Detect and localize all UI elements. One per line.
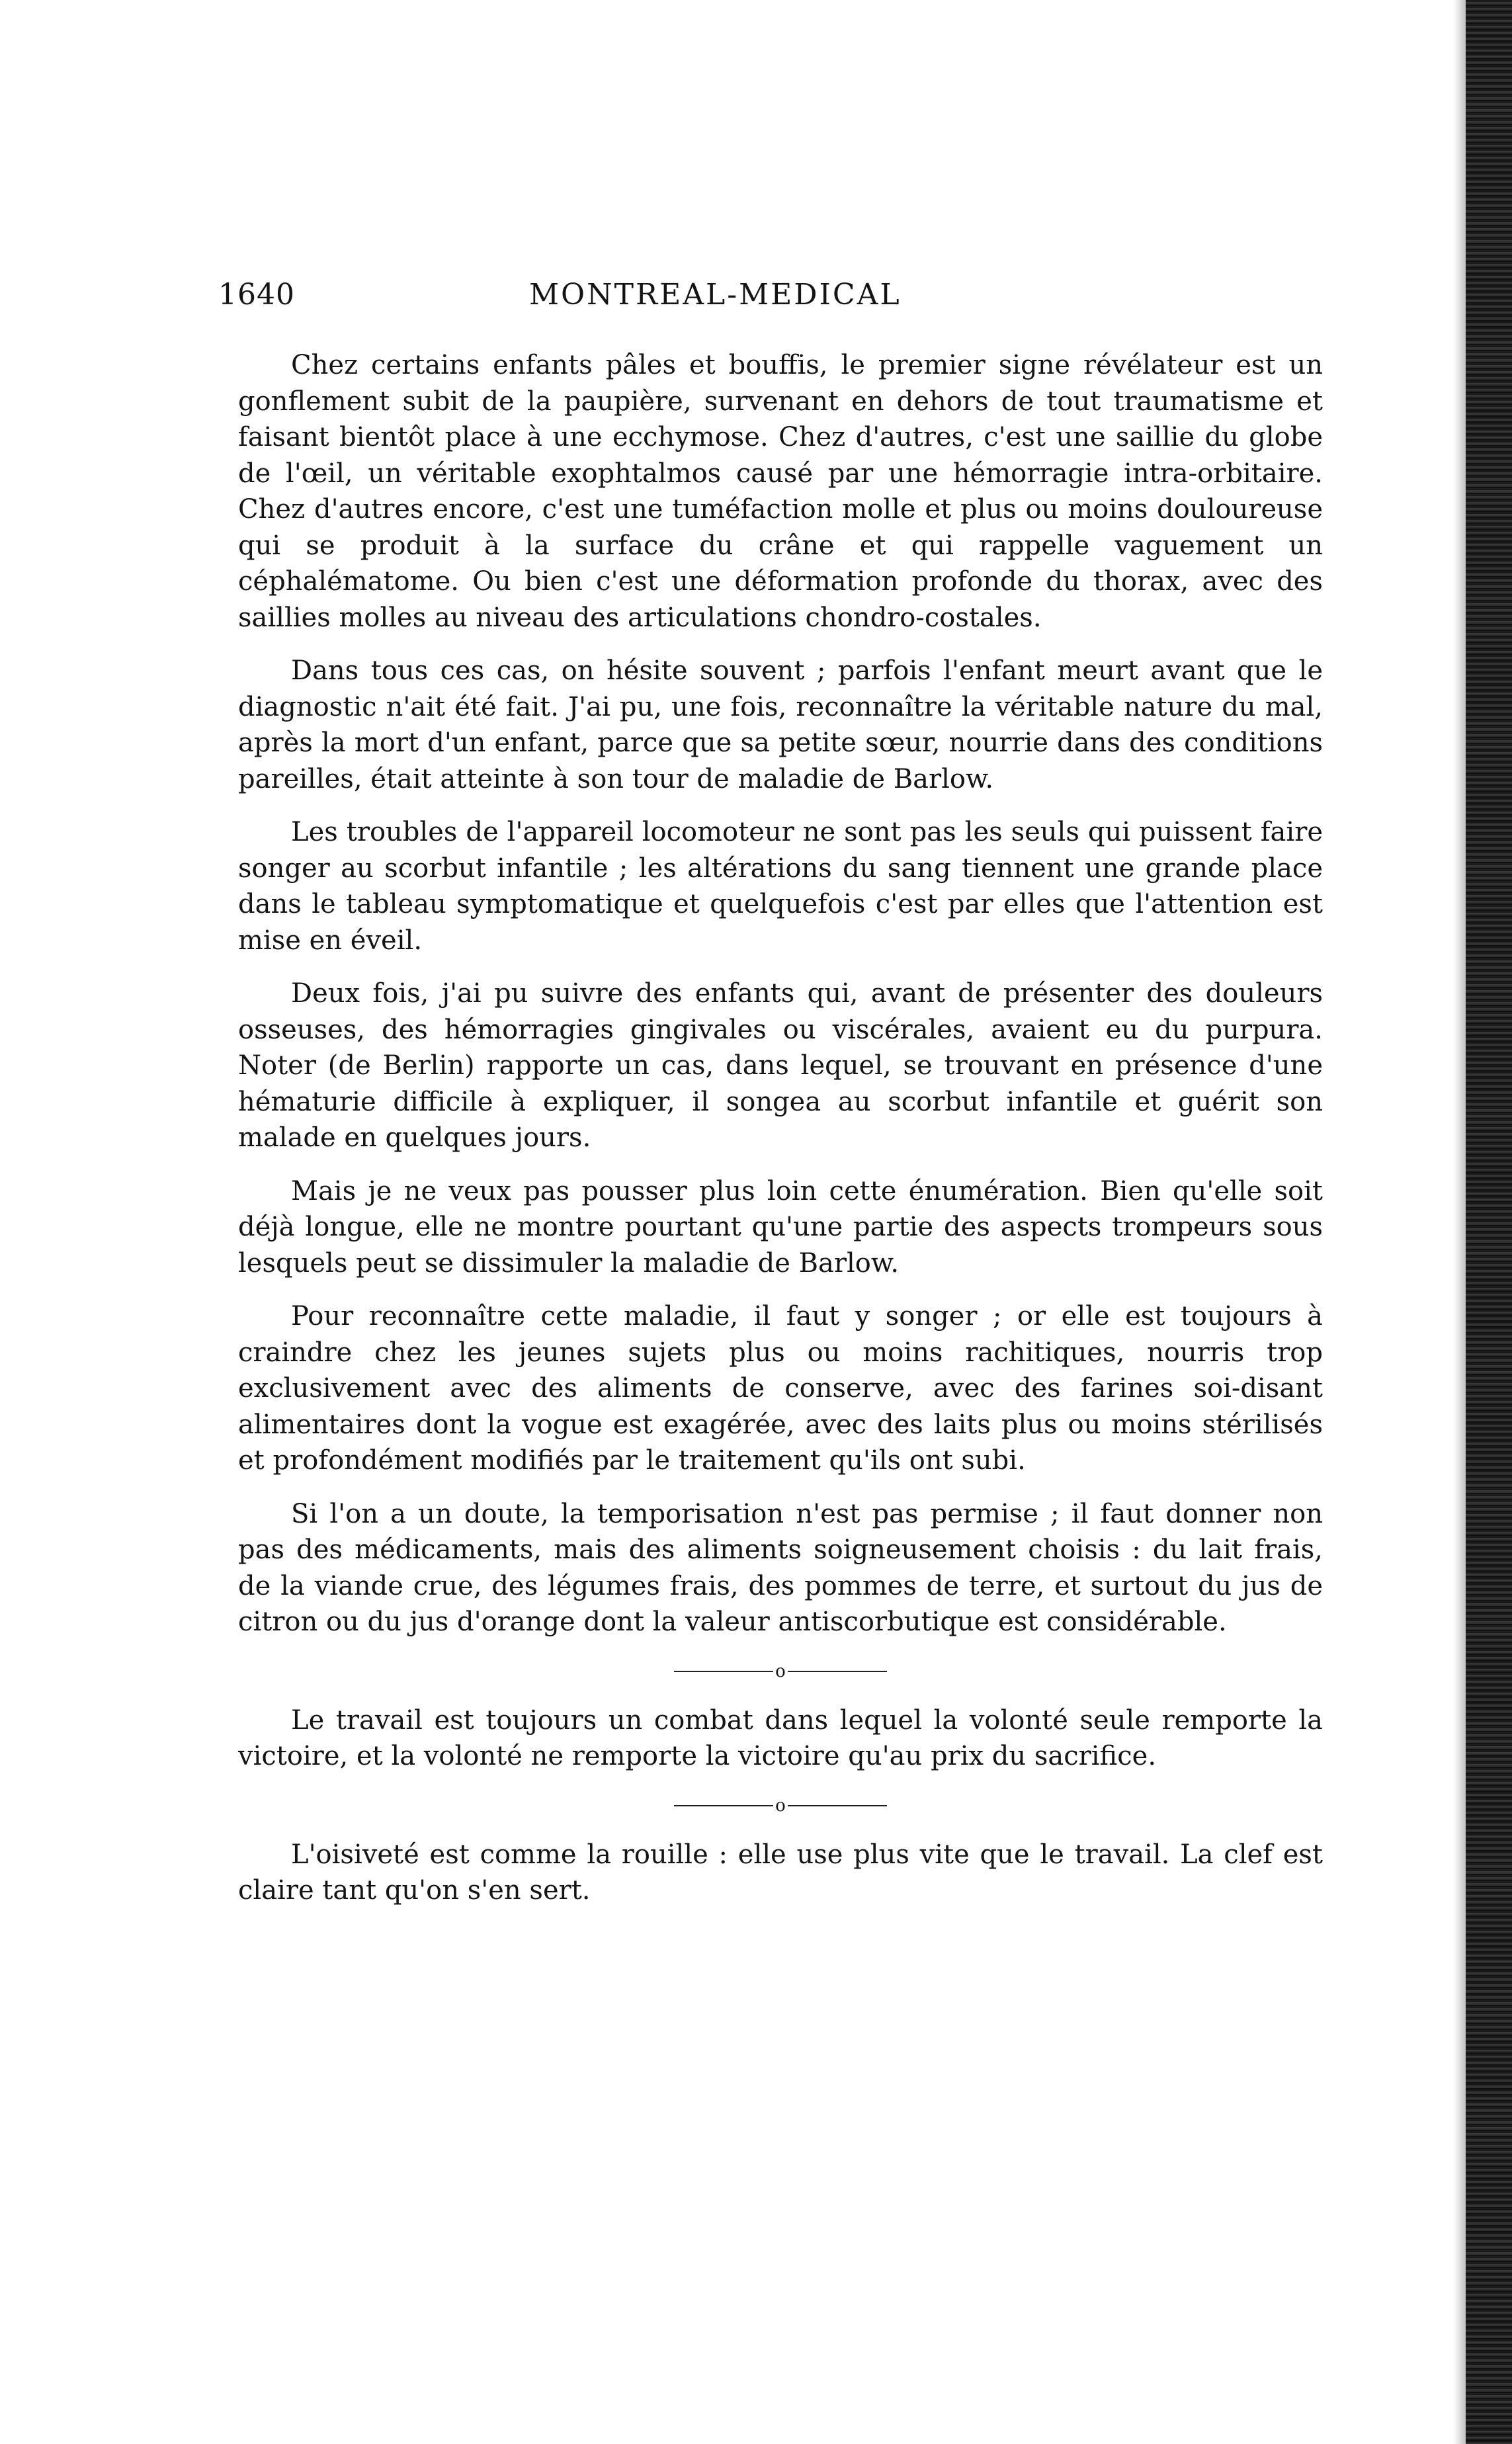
paragraph-purpura-cases: Deux fois, j'ai pu suivre des enfants qui, avant de présenter des douleurs osseuses, des hémorragies gingivales ou viscérales, avaient eu du purpura. Noter (de Berlin) rapporte un cas, dans lequel, se trouvant en présence d'une hématurie difficile à expliquer, il songea au scorbut infantile et guérit son malade en quelques jours. bbox=[238, 978, 1323, 1153]
scan-binding-edge bbox=[1466, 0, 1512, 2444]
separator-rule-right-2 bbox=[788, 1805, 887, 1806]
paragraph-blood-alterations: Les troubles de l'appareil locomoteur ne sont pas les seuls qui puissent faire songer au scorbut infantile ; les altérations du sang tiennent une grande place dans le tableau symptomatique et quelquefois c'est par elles que l'attention est mise en éveil. bbox=[238, 817, 1323, 956]
paragraph-enumeration: Mais je ne veux pas pousser plus loin cette énumération. Bien qu'elle soit déjà longue, elle ne montre pourtant qu'une partie des aspects trompeurs sous lesquels peut se dissimuler la maladie de Barlow. bbox=[238, 1175, 1323, 1279]
paragraph-recognition: Pour reconnaître cette maladie, il faut y songer ; or elle est toujours à craindre chez les jeunes sujets plus ou moins rachitiques, nourris trop exclusivement avec des aliments de conserve, avec des farines soi-disant alimentaires dont la vogue est exagérée, avec des laits plus ou moins stérilisés et profondément modifiés par le traitement qu'ils ont subi. bbox=[238, 1301, 1323, 1476]
section-separator bbox=[238, 1658, 1323, 1684]
quote-work-willpower: Le travail est toujours un combat dans lequel la volonté seule remporte la victoire, et la volonté ne remporte la victoire qu'au prix du sacrifice. bbox=[238, 1705, 1323, 1771]
quote-idleness-rust: L'oisiveté est comme la rouille : elle use plus vite que le travail. La clef est claire tant qu'on s'en sert. bbox=[238, 1839, 1323, 1906]
separator-glyph-2: o bbox=[775, 1796, 786, 1816]
separator-glyph: o bbox=[775, 1662, 786, 1681]
paragraph-diagnosis: Dans tous ces cas, on hésite souvent ; parfois l'enfant meurt avant que le diagnostic n'ait été fait. J'ai pu, une fois, reconnaître la véritable nature du mal, après la mort d'un enfant, parce que sa petite sœur, nourrie dans des conditions pareilles, était atteinte à son tour de maladie de Barlow. bbox=[238, 655, 1323, 794]
running-title: MONTREAL-MEDICAL bbox=[529, 278, 902, 312]
page-number: 1640 bbox=[218, 278, 295, 312]
separator-rule-right bbox=[788, 1671, 887, 1672]
separator-rule-left bbox=[674, 1671, 773, 1672]
page-header bbox=[218, 278, 1343, 324]
paragraph-treatment: Si l'on a un doute, la temporisation n'est pas permise ; il faut donner non pas des médicaments, mais des aliments soigneusement choisis : du lait frais, de la viande crue, des légumes frais, des pommes de terre, et surtout du jus de citron ou du jus d'orange dont la valeur antiscorbutique est considérable. bbox=[238, 1498, 1323, 1637]
scan-shadow bbox=[1454, 0, 1466, 2444]
paragraph-signs: Chez certains enfants pâles et bouffis, le premier signe révélateur est un gonflement subit de la paupière, survenant en dehors de tout traumatisme et faisant bientôt place à une ecchymose. Chez d'autres, c'est une saillie du globe de l'œil, un véritable exophtalmos causé par une hémorragie intra-orbitaire. Chez d'autres encore, c'est une tuméfaction molle et plus ou moins douloureuse qui se produit à la surface du crâne et qui rappelle vaguement un céphalématome. Ou bien c'est une déformation profonde du thorax, avec des saillies molles au niveau des articulations chondro-costales. bbox=[238, 350, 1323, 633]
separator-rule-left-2 bbox=[674, 1805, 773, 1806]
article-body bbox=[238, 347, 1323, 1916]
section-separator-2 bbox=[238, 1792, 1323, 1818]
